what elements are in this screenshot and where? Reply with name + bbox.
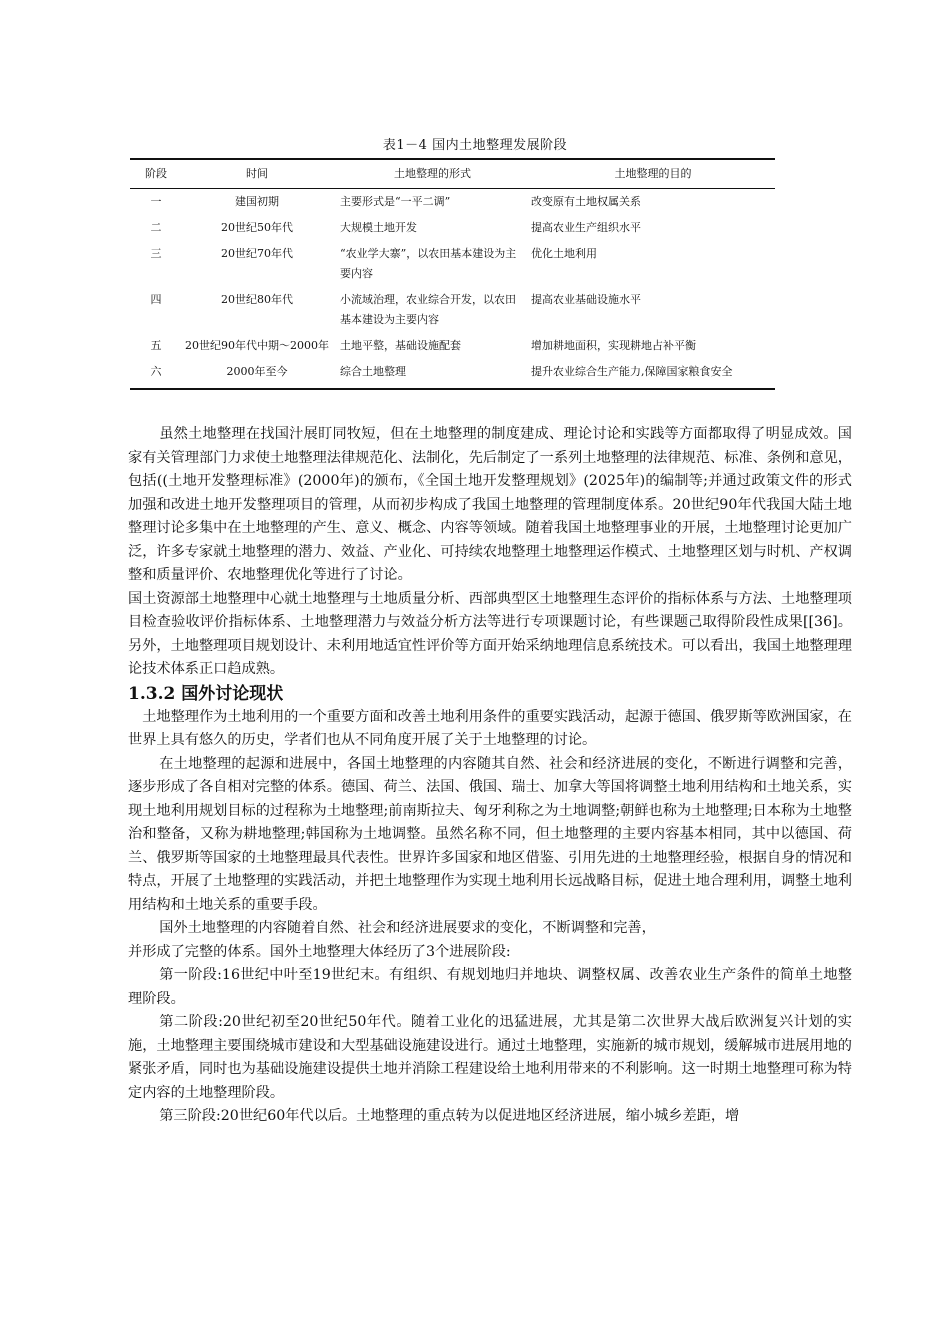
paragraph-stages-intro-cont: 并形成了完整的体系。国外土地整理大体经历了3个进展阶段: <box>128 943 511 960</box>
cell-goal: 增加耕地面积，实现耕地占补平衡 <box>531 339 696 352</box>
cell-form: 主要形式是“一平二调” <box>340 195 451 208</box>
table-row <box>130 362 775 389</box>
table-row <box>130 218 775 244</box>
cell-form: “农业学大寨”，以农田基本建设为主要内容 <box>340 247 517 280</box>
cell-stage: 三 <box>150 247 162 260</box>
paragraph-stage-two: 第二阶段:20世纪初至20世纪50年代。随着工业化的迅猛进展，尤其是第二次世界大战后欧洲复兴计划的实施，土地整理主要围绕城市建设和大型基础设施建设进行。通过土地整理，实施新的城市规划，缓解城市进展用地的紧张矛盾，同时也为基础设施建设提供土地并消除工程建设给土地利用带来的不利影响。这一时期土地整理可称为特定内容的土地整理阶段。 <box>128 1014 852 1101</box>
paragraph-domestic-progress: 虽然土地整理在找国汁展盯同牧短，但在土地整理的制度建成、理论讨论和实践等方面都取得了明显成效。国家有关管理部门力求使土地整理法律规范化、法制化，先后制定了一系列土地整理的法律规范、标准、条例和意见，包括((土地开发整理标准》(2000年)的颁布，《全国土地开发整理规划》(2025年)的编制等;并通过政策文件的形式加强和改进土地开发整理项目的管理，从而初步构成了我国土地整理的管理制度体系。20世纪90年代我国大陆土地整理讨论多集中在土地整理的产生、意义、概念、内容等领域。随着我国土地整理事业的开展，土地整理讨论更加广泛，许多专家就土地整理的潜力、效益、产业化、可持续农地整理土地整理运作模式、土地整理区划与时机、产权调整和质量评价、农地整理优化等进行了讨论。 <box>128 426 852 583</box>
table-caption: 表1－4 国内土地整理发展阶段 <box>382 138 568 153</box>
cell-form: 大规模土地开发 <box>340 221 417 234</box>
paragraph-foreign-systems: 在土地整理的起源和进展中，各国土地整理的内容随其自然、社会和经济进展的变化，不断进行调整和完善，逐步形成了各自相对完整的体系。德国、荷兰、法国、俄国、瑞士、加拿大等国将调整土地利用结构和土地关系，实现土地利用规划目标的过程称为土地整理;前南斯拉夫、匈牙利称之为土地调整;朝鲜也称为土地整理;日本称为土地整治和整备，又称为耕地整理;韩国称为土地调整。虽然名称不同，但土地整理的主要内容基本相同，其中以德国、荷兰、俄罗斯等国家的土地整理最具代表性。世界许多国家和地区借鉴、引用先进的土地整理经验，根据自身的情况和特点，开展了土地整理的实践活动，并把土地整理作为实现土地利用长远战略目标，促进土地合理利用，调整土地利用结构和土地关系的重要手段。 <box>128 755 852 913</box>
cell-stage: 五 <box>150 339 162 352</box>
cell-goal: 提高农业基础设施水平 <box>531 293 641 306</box>
cell-goal: 优化土地利用 <box>531 247 597 260</box>
paragraph-foreign-origin: 土地整理作为土地利用的一个重要方面和改善土地利用条件的重要实践活动，起源于德国、俄罗斯等欧洲国家，在世界上具有悠久的历史，学者们也从不同角度开展了关于土地整理的讨论。 <box>128 708 852 748</box>
table-row <box>130 336 775 362</box>
cell-time: 20世纪80年代 <box>221 293 293 306</box>
cell-form: 综合土地整理 <box>340 365 406 378</box>
table-header-row <box>130 159 775 189</box>
header-stage: 阶段 <box>145 167 167 180</box>
cell-time: 2000年至今 <box>226 365 288 378</box>
paragraph-land-center-research: 国土资源部土地整理中心就土地整理与土地质量分析、西部典型区土地整理生态评价的指标体系与方法、土地整理项目检查验收评价指标体系、土地整理潜力与效益分析方法等进行专项课题讨论，有些课题己取得阶段性成果[[36]。另外，土地整理项目规划设计、未利用地适宜性评价等方面开始采纳地理信息系统技术。可以看出，我国土地整理理论技术体系正口趋成熟。 <box>128 590 852 677</box>
cell-form: 小流域治理，农业综合开发，以农田基本建设为主要内容 <box>340 293 516 326</box>
cell-time: 20世纪50年代 <box>221 221 293 234</box>
table-row <box>130 244 775 290</box>
paragraph-stages-intro: 国外土地整理的内容随着自然、社会和经济进展要求的变化，不断调整和完善， <box>159 920 656 936</box>
header-form: 土地整理的形式 <box>394 167 471 180</box>
development-stages-table <box>130 158 775 390</box>
cell-time: 20世纪90年代中期～2000年 <box>185 339 329 352</box>
cell-goal: 提升农业综合生产能力,保障国家粮食安全 <box>531 365 733 378</box>
body-text <box>128 423 852 1129</box>
table-row <box>130 189 775 219</box>
cell-stage: 四 <box>150 293 162 306</box>
paragraph-stage-one: 第一阶段:16世纪中叶至19世纪末。有组织、有规划地归并地块、调整权属、改善农业生产条件的简单土地整理阶段。 <box>128 967 852 1007</box>
cell-goal: 改变原有土地权属关系 <box>531 195 641 208</box>
table-row <box>130 290 775 336</box>
cell-stage: 六 <box>150 365 162 378</box>
cell-goal: 提高农业生产组织水平 <box>531 221 641 234</box>
header-goal: 土地整理的目的 <box>614 167 692 180</box>
cell-form: 土地平整，基础设施配套 <box>340 339 461 352</box>
cell-time: 建国初期 <box>235 195 279 208</box>
section-heading: 1.3.2 国外讨论现状 <box>128 683 284 704</box>
cell-stage: 一 <box>150 195 162 208</box>
paragraph-stage-three: 第三阶段:20世纪60年代以后。土地整理的重点转为以促进地区经济进展，缩小城乡差距，增 <box>159 1108 740 1124</box>
cell-stage: 二 <box>150 221 162 234</box>
cell-time: 20世纪70年代 <box>221 247 293 260</box>
header-time: 时间 <box>246 167 268 180</box>
